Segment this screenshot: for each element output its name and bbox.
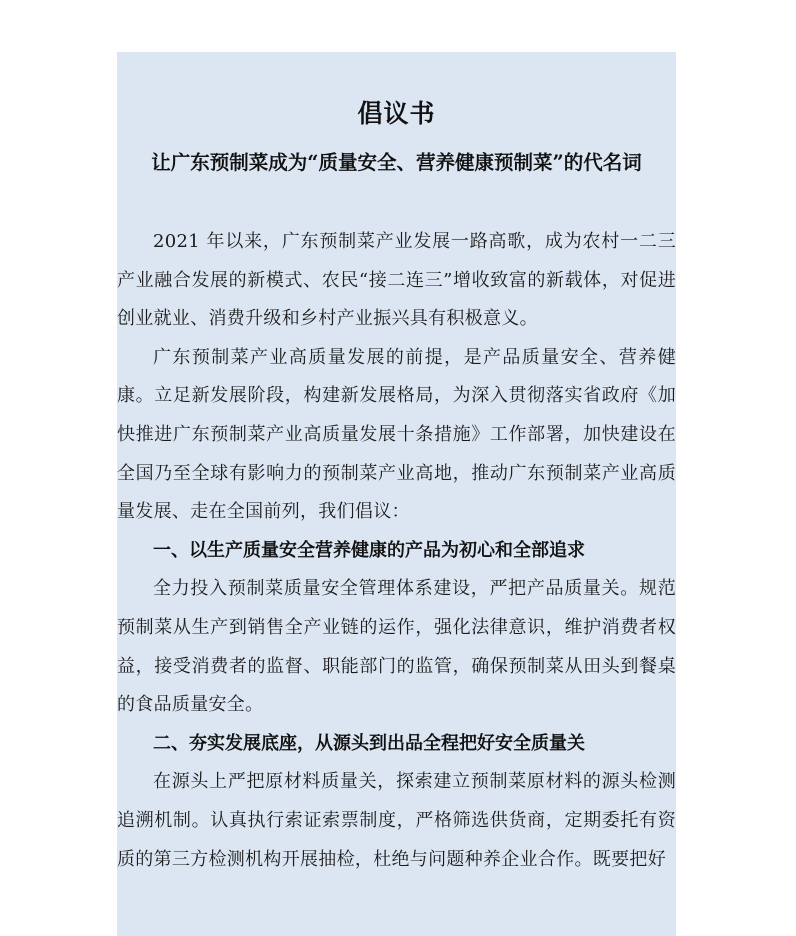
section-text-1: 全力投入预制菜质量安全管理体系建设，严把产品质量关。规范预制菜从生产到销售全产业链的运作，强化法律意识，维护消费者权益，接受消费者的监督、职能部门的监管，确保预制菜从田头到餐桌的食品质量安全。	[117, 578, 676, 716]
document-title: 倡议书	[357, 99, 436, 128]
section-heading-1: 一、以生产质量安全营养健康的产品为初心和全部追求	[153, 539, 585, 561]
document-subtitle: 让广东预制菜成为“质量安全、营养健康预制菜”的代名词	[151, 151, 642, 174]
section-heading-2: 二、夯实发展底座，从源头到出品全程把好安全质量关	[153, 732, 585, 754]
document-page	[117, 52, 676, 936]
paragraph-intro: 2021 年以来，广东预制菜产业发展一路高歌，成为农村一二三产业融合发展的新模式、农民“接二连三”增收致富的新载体，对促进创业就业、消费升级和乡村产业振兴具有积极意义。	[117, 231, 676, 330]
document-body	[117, 223, 676, 879]
paragraph-initiative: 广东预制菜产业高质量发展的前提，是产品质量安全、营养健康。立足新发展阶段，构建新发展格局，为深入贯彻落实省政府《加快推进广东预制菜产业高质量发展十条措施》工作部署，加快建设在全国乃至全球有影响力的预制菜产业高地，推动广东预制菜产业高质量发展、走在全国前列，我们倡议：	[117, 346, 676, 523]
section-text-2: 在源头上严把原材料质量关，探索建立预制菜原材料的源头检测追溯机制。认真执行索证索票制度，严格筛选供货商，定期委托有资质的第三方检测机构开展抽检，杜绝与问题种养企业合作。既要把好	[117, 771, 676, 870]
